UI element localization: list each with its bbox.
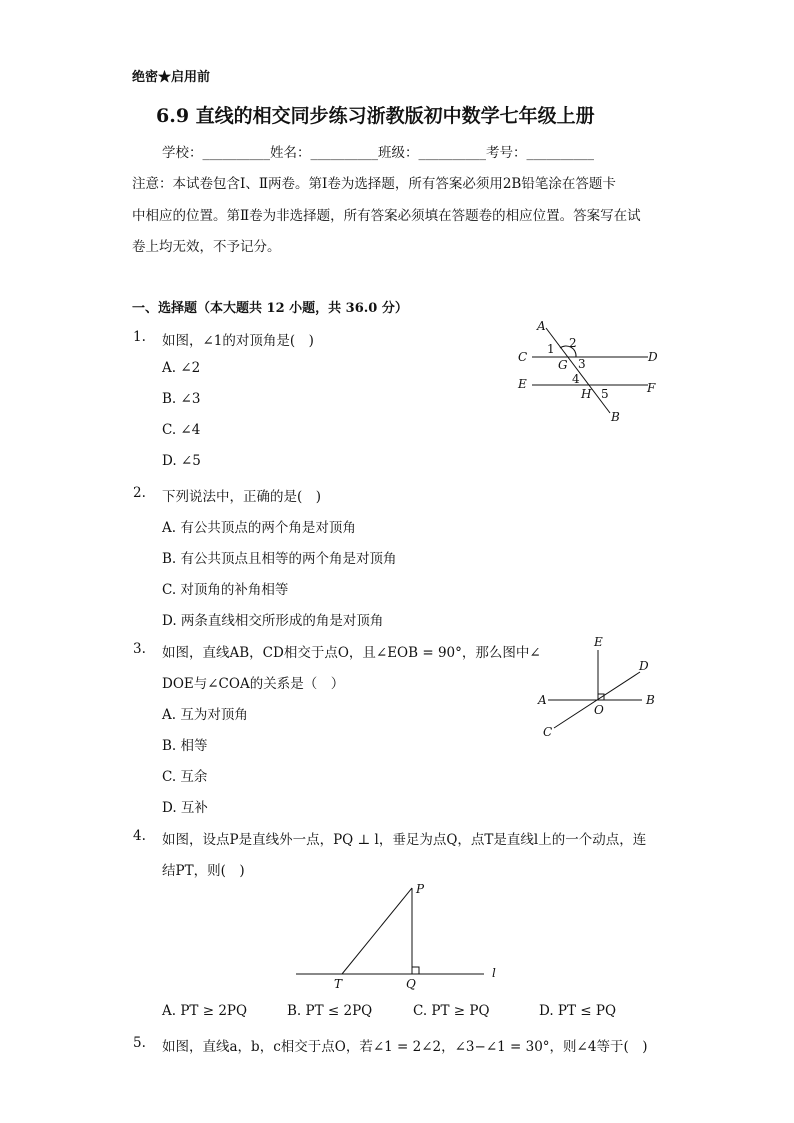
notice-line-3: 卷上均无效，不予记分。: [132, 239, 281, 255]
label-F: F: [647, 381, 656, 395]
option-d: D. 两条直线相交所形成的角是对顶角: [162, 613, 384, 629]
label-C: C: [518, 350, 528, 364]
page-title: 6.9 直线的相交同步练习浙教版初中数学七年级上册: [156, 105, 595, 127]
option-c: C. 互余: [162, 769, 208, 785]
secret-label: 绝密★启用前: [132, 70, 211, 85]
question-number: 2.: [133, 485, 146, 501]
label-E: E: [518, 377, 527, 391]
option-c: C. 对顶角的补角相等: [162, 582, 289, 598]
question-stem: 下列说法中，正确的是( ): [162, 489, 322, 505]
option-c: C. PT ≥ PQ: [413, 1003, 490, 1019]
option-d: D. ∠5: [162, 453, 201, 469]
label-D: D: [639, 659, 649, 673]
option-a: A. PT ≥ 2PQ: [162, 1003, 248, 1019]
option-b: B. PT ≤ 2PQ: [287, 1003, 373, 1019]
label-angle-4: 4: [572, 372, 580, 386]
option-a: A. ∠2: [162, 360, 201, 376]
option-b: B. 相等: [162, 738, 208, 754]
figure-q4: [290, 878, 510, 996]
label-H: H: [581, 387, 592, 401]
option-a: A. 有公共顶点的两个角是对顶角: [162, 520, 356, 536]
label-C: C: [543, 725, 553, 739]
option-c: C. ∠4: [162, 422, 201, 438]
notice-line-1: 注意：本试卷包含Ⅰ、Ⅱ两卷。第Ⅰ卷为选择题，所有答案必须用2B铅笔涂在答题卡: [132, 176, 616, 192]
option-b: B. 有公共顶点且相等的两个角是对顶角: [162, 551, 397, 567]
label-Q: Q: [406, 977, 416, 991]
question-stem-line-1: 如图，直线AB，CD相交于点O，且∠EOB = 90°，那么图中∠: [162, 645, 541, 661]
figure-q3: [530, 632, 665, 744]
option-d: D. 互补: [162, 800, 208, 816]
question-stem-line-1: 如图，设点P是直线外一点，PQ ⊥ l，垂足为点Q，点T是直线l上的一个动点，连: [162, 832, 647, 848]
option-a: A. 互为对顶角: [162, 707, 248, 723]
question-stem-line-2: 结PT，则( ): [162, 863, 245, 879]
label-B: B: [611, 410, 620, 424]
label-P: P: [416, 882, 425, 896]
label-angle-3: 3: [578, 357, 586, 371]
figure-q1: [510, 318, 670, 428]
question-stem: 如图，∠1的对顶角是( ): [162, 333, 314, 349]
label-G: G: [558, 358, 568, 372]
question-number: 3.: [133, 641, 146, 657]
question-stem: 如图，直线a，b，c相交于点O，若∠1 = 2∠2，∠3−∠1 = 30°，则∠4等于( ): [162, 1039, 648, 1055]
label-A: A: [538, 693, 547, 707]
option-b: B. ∠3: [162, 391, 201, 407]
question-number: 5.: [133, 1035, 146, 1051]
label-D: D: [648, 350, 658, 364]
label-A: A: [537, 319, 546, 333]
notice-line-2: 中相应的位置。第Ⅱ卷为非选择题，所有答案必须填在答题卷的相应位置。答案写在试: [132, 208, 641, 224]
student-info-line: 学校：__________姓名：__________班级：__________考号：__________: [162, 145, 594, 161]
label-l: l: [492, 966, 496, 980]
question-number: 4.: [133, 828, 146, 844]
label-E: E: [594, 635, 603, 649]
option-d: D. PT ≤ PQ: [539, 1003, 617, 1019]
label-angle-5: 5: [601, 387, 609, 401]
label-B: B: [646, 693, 655, 707]
question-stem-line-2: DOE与∠COA的关系是（ ）: [162, 676, 345, 692]
label-T: T: [334, 977, 343, 991]
label-angle-1: 1: [547, 342, 555, 356]
question-number: 1.: [133, 329, 146, 345]
label-angle-2: 2: [569, 336, 577, 350]
label-O: O: [594, 703, 604, 717]
section-heading: 一、选择题（本大题共 12 小题，共 36.0 分）: [132, 301, 408, 316]
